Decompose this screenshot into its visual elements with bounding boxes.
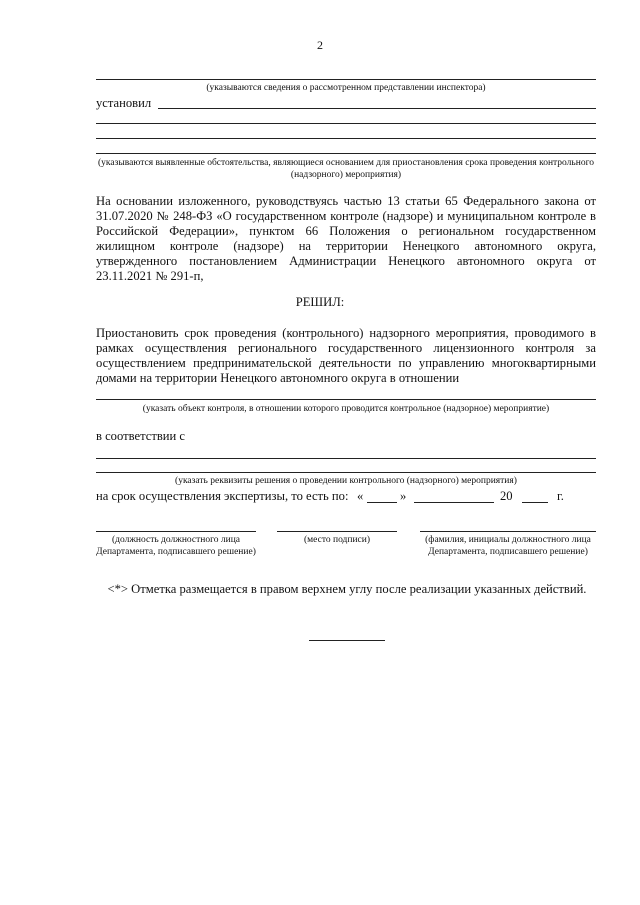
hint-circumstances: (указываются выявленные обстоятельства, являющиеся основанием для приостановления срока проведения контрольного (надзорного) мероприятия) (97, 158, 594, 180)
end-separator (309, 640, 385, 641)
established-label: установил (96, 96, 152, 110)
decided-heading: РЕШИЛ: (295, 295, 345, 309)
suspend-paragraph: Приостановить срок проведения (контрольного) надзорного мероприятия, проводимого в рамках осуществления регионального государственного лицензионного контроля за осуществлением предпринимательской деятельности по управлению многоквартирными домами на территории Ненецкого автономного округа в отношении (96, 326, 596, 385)
hint-object: (указать объект контроля, в отношении которого проводится контрольное (надзорное) мероприятие) (142, 404, 550, 414)
established-line-3 (96, 138, 596, 139)
signature-position: (должность должностного лица Департамента, подписавшего решение) (96, 535, 256, 557)
term-close-quote: » (400, 489, 407, 503)
term-month-line (414, 502, 494, 503)
signature-place: (место подписи) (303, 535, 371, 545)
signature-name: (фамилия, инициалы должностного лица Департамента, подписавшего решение) (425, 535, 591, 557)
term-century: 20 (500, 489, 513, 503)
hint-inspector: (указываются сведения о рассмотренном представлении инспектора) (206, 83, 486, 93)
accordance-label: в соответствии с (96, 429, 185, 443)
term-year-suffix: г. (557, 489, 564, 503)
established-line-1 (158, 108, 596, 109)
signature-name-line (420, 531, 596, 532)
accordance-line-2 (96, 472, 596, 473)
term-prefix: на срок осуществления экспертизы, то есть по: (96, 489, 349, 503)
basis-paragraph: На основании изложенного, руководствуясь частью 13 статьи 65 Федерального закона от 31.07.2020 № 248-ФЗ «О государственном контроле (надзоре) и муниципальном контроле в Российской Федерации», пунктом 66 Положения о региональном государственном жилищном контроле (надзоре) на территории Ненецкого автономного округа, утвержденного постановлением Администрации Ненецкого автономного округа от 23.11.2021 № 291-п, (96, 194, 596, 283)
signature-position-line (96, 531, 256, 532)
term-day-line (367, 502, 397, 503)
term-year-line (522, 502, 548, 503)
footnote: <*> Отметка размещается в правом верхнем углу после реализации указанных действий. (107, 582, 587, 596)
established-line-2 (96, 123, 596, 124)
established-line-4 (96, 153, 596, 154)
page-number: 2 (317, 38, 323, 52)
signature-place-line (277, 531, 397, 532)
inspector-info-line (96, 79, 596, 80)
accordance-line-1 (96, 458, 596, 459)
term-open-quote: « (357, 489, 364, 503)
hint-decision: (указать реквизиты решения о проведении контрольного (надзорного) мероприятия) (175, 476, 517, 486)
object-line (96, 399, 596, 400)
